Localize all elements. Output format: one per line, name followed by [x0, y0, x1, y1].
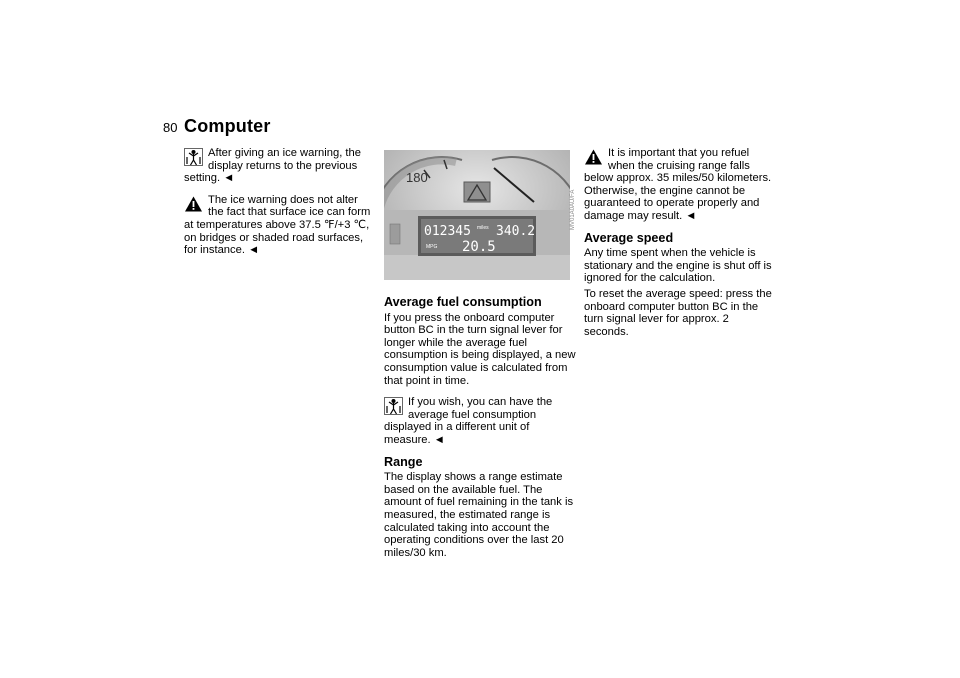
warning-text: It is important that you refuel when the cruising range falls below approx. 35 miles/50 kilometers. Otherwise, the engine cannot be guaranteed to operate properly and damage may result.	[584, 147, 772, 222]
avg-consumption-text: If you press the onboard computer button BC in the turn signal lever for longer while the average fuel consumption is being displayed, a new consumption value is calculated from that point in time.	[384, 311, 576, 387]
warning-text: The ice warning does not alter the fact that surface ice can form at temperatures above 37.5 ℉/+3 ℃, on bridges or shaded road surfaces, for instance.	[184, 193, 371, 257]
heading-average-speed: Average speed	[584, 230, 674, 245]
end-mark: ◄	[223, 172, 235, 185]
mpg-label: MPG	[426, 244, 438, 250]
warning-triangle-icon	[584, 148, 603, 166]
column-left	[184, 147, 374, 266]
instrument-cluster-illustration	[384, 150, 570, 280]
column-right	[584, 147, 776, 341]
tip-text: If you wish, you can have the average fuel consumption displayed in a different unit of measure.	[384, 396, 553, 446]
speedo-mark: 180	[406, 170, 428, 185]
heading-average-fuel-consumption: Average fuel consumption	[384, 295, 542, 309]
end-mark: ◄	[685, 209, 697, 222]
person-tip-icon	[184, 148, 203, 166]
page-number: 80	[163, 120, 178, 135]
heading-range: Range	[384, 454, 423, 469]
tip-paragraph	[184, 147, 374, 185]
page-title: Computer	[184, 116, 271, 136]
column-middle	[384, 296, 576, 562]
tip-text: After giving an ice warning, the display returns to the previous setting.	[184, 147, 361, 185]
tip-paragraph	[384, 396, 576, 446]
odometer-reading: 012345	[424, 224, 471, 239]
trip-reading: 340.2	[496, 224, 536, 239]
warning-paragraph	[184, 194, 374, 257]
consumption-reading: 20.5	[462, 239, 496, 255]
speed-text-1: Any time spent when the vehicle is stationary and the engine is shut off is ignored for the calculation.	[584, 247, 772, 285]
warning-triangle-icon	[184, 195, 203, 213]
image-code: MV01A0AU/FA	[570, 189, 576, 230]
dashboard-photo	[384, 150, 570, 280]
range-text: The display shows a range estimate based on the available fuel. The amount of fuel remaining in the tank is measured, the estimated range is calculated taking into account the operating conditions over the last 20 miles/30 km.	[384, 471, 574, 559]
end-mark: ◄	[433, 433, 445, 446]
warning-paragraph	[584, 147, 776, 223]
speed-text-2: To reset the average speed: press the onboard computer button BC in the turn signal lever for approx. 2 seconds.	[584, 287, 772, 338]
miles-label: miles	[477, 225, 489, 231]
person-tip-icon	[384, 397, 403, 415]
end-mark: ◄	[248, 244, 260, 257]
